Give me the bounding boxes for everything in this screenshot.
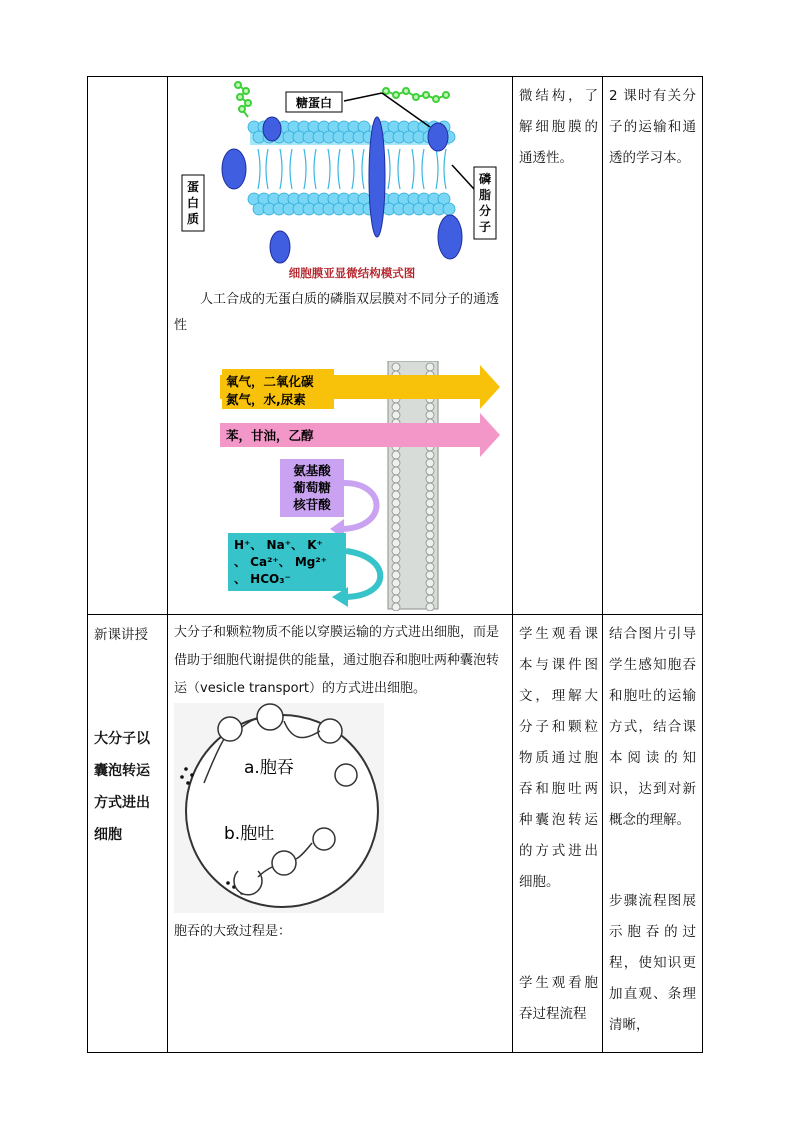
membrane-bead: [426, 491, 434, 499]
arrow-organic-solvents: [220, 413, 500, 457]
design-intent-text: 结合图片引导学生感知胞吞和胞吐的运输方式，结合课本阅读的知识，达到对新概念的理解。: [609, 626, 696, 828]
membrane-bead: [392, 515, 400, 523]
lesson-plan-table: [87, 76, 703, 1053]
svg-text:苯，甘油，乙醇: 苯，甘油，乙醇: [226, 428, 314, 443]
svg-text:葡萄糖: 葡萄糖: [293, 480, 331, 495]
label-protein: [182, 175, 204, 231]
membrane-bead: [392, 587, 400, 595]
membrane-bead: [426, 467, 434, 475]
membrane-bead: [392, 603, 400, 611]
arrow-ions: [228, 533, 380, 607]
student-activity-cell: [513, 615, 603, 1053]
membrane-bead: [426, 411, 434, 419]
content-cell: [168, 615, 513, 1053]
student-activity-text: 微结构，了解细胞膜的通透性。: [519, 88, 598, 166]
design-intent-cell: [603, 77, 703, 615]
svg-text:脂: 脂: [478, 188, 492, 202]
membrane-bead: [392, 451, 400, 459]
membrane-structure-diagram: [168, 77, 512, 287]
membrane-bead: [392, 363, 400, 371]
membrane-bead: [426, 483, 434, 491]
membrane-bead: [426, 579, 434, 587]
arrow-small-molecules: [220, 365, 500, 409]
svg-text:H⁺、 Na⁺、 K⁺: H⁺、 Na⁺、 K⁺: [234, 538, 323, 552]
membrane-bead: [392, 571, 400, 579]
permeability-paragraph: 人工合成的无蛋白质的磷脂双层膜对不同分子的通透性: [174, 292, 500, 333]
student-activity-text: 学生观看胞吞过程流程: [519, 975, 598, 1022]
svg-text:磷: 磷: [478, 172, 492, 186]
table-row: [88, 615, 703, 1053]
stage-cell-empty: [88, 77, 168, 615]
membrane-bead: [426, 403, 434, 411]
membrane-bead: [426, 363, 434, 371]
stage-label: 新课讲授: [94, 627, 148, 643]
endocytosis-process-label: 胞吞的大致过程是：: [174, 924, 292, 939]
svg-text:白: 白: [186, 196, 200, 210]
svg-text:分: 分: [478, 204, 492, 218]
membrane-bead: [392, 403, 400, 411]
membrane-bead: [392, 531, 400, 539]
svg-text:b.胞吐: b.胞吐: [224, 824, 275, 844]
membrane-bead: [392, 595, 400, 603]
svg-text:质: 质: [186, 212, 200, 226]
membrane-bead: [392, 555, 400, 563]
lipid-tails: [258, 149, 446, 189]
stage-cell: [88, 615, 168, 1053]
membrane-bead: [426, 459, 434, 467]
membrane-bead: [392, 483, 400, 491]
svg-text:糖蛋白: 糖蛋白: [295, 96, 333, 110]
membrane-bead: [392, 563, 400, 571]
svg-text:蛋: 蛋: [186, 180, 200, 194]
membrane-bead: [426, 547, 434, 555]
topic-title: 大分子以囊泡转运方式进出细胞: [94, 731, 150, 843]
membrane-bead: [392, 539, 400, 547]
vesicle-intro: 大分子和颗粒物质不能以穿膜运输的方式进出细胞，而是借助于细胞代谢提供的能量，通过胞吞和胞吐两种囊泡转运（vesicle transport）的方式进出细胞。: [174, 625, 500, 696]
membrane-bead: [426, 571, 434, 579]
svg-text:a.胞吞: a.胞吞: [244, 758, 294, 778]
design-intent-text: 步骤流程图展示胞吞的过程，使知识更加直观、条理清晰，: [609, 893, 696, 1033]
content-cell: [168, 77, 513, 615]
particle-dot: [226, 881, 230, 885]
svg-text:氧气，二氧化碳: 氧气，二氧化碳: [226, 374, 314, 389]
membrane-bead: [392, 499, 400, 507]
arrow-sugars-amino-acids: [280, 459, 377, 539]
particle-dot: [180, 775, 184, 779]
membrane-bead: [426, 603, 434, 611]
membrane-bead: [392, 491, 400, 499]
membrane-bead: [426, 451, 434, 459]
membrane-bead: [392, 547, 400, 555]
svg-text:氮气，水,尿素: 氮气，水,尿素: [226, 392, 306, 407]
particle-dot: [184, 767, 188, 771]
membrane-bead: [426, 475, 434, 483]
svg-text:氨基酸: 氨基酸: [293, 463, 331, 478]
svg-text:核苷酸: 核苷酸: [293, 497, 331, 512]
membrane-bead: [392, 523, 400, 531]
membrane-bead: [426, 555, 434, 563]
membrane-bead: [426, 531, 434, 539]
membrane-bead: [426, 523, 434, 531]
membrane-bead: [426, 595, 434, 603]
membrane-bead: [392, 507, 400, 515]
lipid-head: [443, 203, 455, 215]
membrane-bead: [392, 467, 400, 475]
svg-text:、 HCO₃⁻: 、 HCO₃⁻: [234, 572, 291, 586]
membrane-bead: [392, 475, 400, 483]
membrane-bead: [426, 515, 434, 523]
membrane-bead: [426, 587, 434, 595]
membrane-bead: [392, 579, 400, 587]
svg-text:子: 子: [478, 220, 492, 234]
design-intent-text: 2 课时有关分子的运输和通透的学习本。: [609, 88, 696, 166]
table-row: [88, 77, 703, 615]
membrane-bead: [426, 539, 434, 547]
membrane-bead: [392, 411, 400, 419]
student-activity-cell: [513, 77, 603, 615]
permeability-diagram: [168, 361, 512, 611]
diagram-caption: 细胞膜亚显微结构模式图: [288, 266, 416, 280]
student-activity-text: 学生观看课本与课件图文，理解大分子和颗粒物质通过胞吞和胞吐两种囊泡转运的方式进出细胞。: [519, 626, 598, 890]
design-intent-cell: [603, 615, 703, 1053]
svg-text:、 Ca²⁺、 Mg²⁺: 、 Ca²⁺、 Mg²⁺: [234, 555, 327, 569]
membrane-bead: [426, 507, 434, 515]
particle-dot: [190, 773, 194, 777]
membrane-bead: [426, 563, 434, 571]
membrane-bead: [392, 459, 400, 467]
particle-dot: [186, 781, 190, 785]
membrane-bead: [426, 499, 434, 507]
endocytosis-exocytosis-diagram: [174, 703, 384, 913]
